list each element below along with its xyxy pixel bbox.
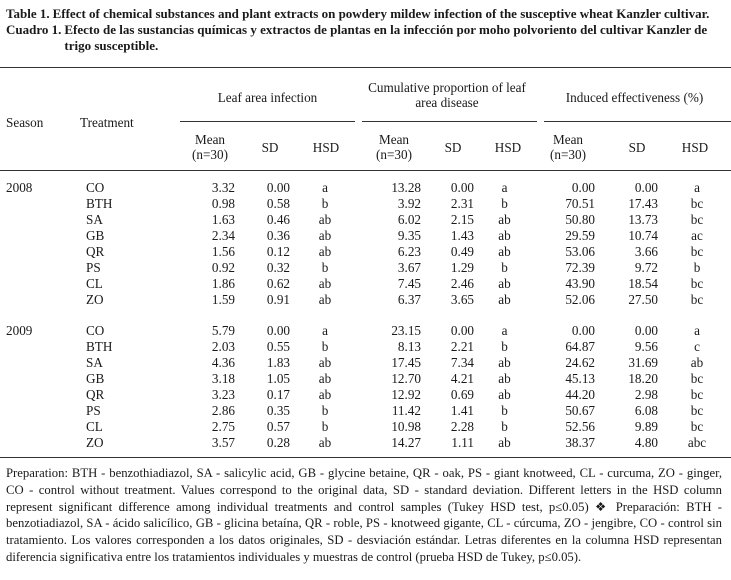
ind-hsd-cell: bc — [690, 403, 704, 418]
leaf-hsd-cell: ab — [318, 387, 332, 402]
group-header-leaf-area: Leaf area infection — [217, 90, 318, 105]
leaf-hsd-cell: b — [321, 403, 329, 418]
cum-sd-cell: 2.21 — [450, 339, 474, 354]
season-2008-table — [0, 180, 731, 308]
cum-mean-cell: 17.45 — [391, 355, 421, 370]
cum-hsd-cell: ab — [498, 371, 511, 386]
season-cell — [0, 260, 86, 276]
ind-mean-cell: 24.62 — [565, 355, 595, 370]
treatment-cell: PS — [86, 403, 101, 418]
ind-sd-cell: 13.73 — [628, 212, 658, 227]
table-row — [0, 292, 731, 308]
leaf-sd-cell: 1.83 — [266, 355, 290, 370]
caption-english — [6, 6, 722, 22]
cum-hsd-cell: b — [501, 403, 508, 418]
ind-mean-cell: 0.00 — [571, 323, 595, 338]
season-cell — [0, 196, 86, 212]
cum-sd-cell: 0.00 — [450, 180, 474, 195]
group-header-induced: Induced effectiveness (%) — [565, 90, 704, 105]
ind-hsd-cell: abc — [687, 435, 707, 450]
cum-sd-cell: 2.28 — [450, 419, 474, 434]
cum-hsd-cell: ab — [498, 435, 511, 450]
ind-mean-cell: 64.87 — [565, 339, 595, 354]
leaf-mean-cell: 5.79 — [211, 323, 235, 338]
cum-sd-cell: 4.21 — [450, 371, 474, 386]
leaf-mean-cell: 3.18 — [211, 371, 235, 386]
leaf-mean-cell: 3.57 — [211, 435, 235, 450]
top-rule — [0, 67, 731, 68]
cum-hsd-cell: a — [501, 323, 508, 338]
leaf-hsd-cell: b — [321, 260, 329, 275]
subheader-leaf-mean: Mean (n=30) — [191, 132, 228, 162]
leaf-sd-cell: 0.17 — [266, 387, 290, 402]
cum-mean-cell: 9.35 — [397, 228, 421, 243]
cum-mean-cell: 14.27 — [391, 435, 421, 450]
ind-sd-cell: 0.00 — [634, 323, 658, 338]
ind-sd-cell: 9.72 — [634, 260, 658, 275]
cum-hsd-cell: ab — [498, 292, 511, 307]
ind-mean-cell: 53.06 — [565, 244, 595, 259]
ind-sd-cell: 3.66 — [634, 244, 658, 259]
cum-sd-cell: 1.41 — [450, 403, 474, 418]
ind-mean-cell: 50.80 — [565, 212, 595, 227]
ind-mean-cell: 70.51 — [565, 196, 595, 211]
leaf-mean-cell: 0.98 — [211, 196, 235, 211]
leaf-hsd-cell: a — [322, 180, 328, 195]
leaf-mean-cell: 3.32 — [211, 180, 235, 195]
season-cell — [0, 212, 86, 228]
leaf-sd-cell: 0.00 — [266, 180, 290, 195]
cum-mean-cell: 10.98 — [391, 419, 421, 434]
ind-hsd-cell: ab — [690, 355, 704, 370]
leaf-mean-cell: 4.36 — [211, 355, 235, 370]
cum-hsd-cell: b — [501, 196, 508, 211]
cum-hsd-cell: a — [501, 180, 508, 195]
season-cell: 2009 — [6, 323, 33, 338]
leaf-hsd-cell: b — [321, 196, 329, 211]
ind-sd-cell: 18.20 — [628, 371, 658, 386]
leaf-sd-cell: 0.91 — [266, 292, 290, 307]
cum-sd-cell: 2.15 — [450, 212, 474, 227]
season-cell — [0, 228, 86, 244]
ind-hsd-cell: bc — [690, 292, 704, 307]
caption-spanish-label: Cuadro 1. — [6, 22, 62, 37]
table-row — [0, 403, 731, 419]
ind-mean-cell: 50.67 — [565, 403, 595, 418]
cum-mean-cell: 3.67 — [397, 260, 421, 275]
leaf-sd-cell: 0.12 — [266, 244, 290, 259]
season-cell — [0, 339, 86, 355]
cum-hsd-cell: ab — [498, 244, 511, 259]
season-cell — [0, 403, 86, 419]
cum-hsd-cell: b — [501, 339, 508, 354]
group-header-cumulative: Cumulative proportion of leaf area disease — [368, 80, 526, 110]
ind-mean-cell: 29.59 — [565, 228, 595, 243]
ind-hsd-cell: a — [694, 180, 700, 195]
treatment-cell: SA — [86, 212, 103, 227]
cum-sd-cell: 1.29 — [450, 260, 474, 275]
cum-hsd-cell: ab — [498, 387, 511, 402]
table-footnote: Preparation: BTH - benzothiadiazol, SA - salicylic acid, GB - glycine betaine, QR - oak, PS - giant knotweed, CL - curcuma, ZO - ginger, CO - control without treatment. Values correspond to the original data, SD - standard deviation. Different letters in the HSD column represent significant difference among individual treatments and control samples (Tukey HSD test, p≤0.05) ❖ Preparación: BTH - benzotiadiazol, SA - ácido salicílico, GB - glicina betaína, QR - roble, PS - knotweed gigante, CL - cúrcuma, ZO - jengibre, CO - control sin tratamiento. Los valores corresponden a los datos originales, SD - desviación estándar. Letras diferentes en la columna HSD representan diferencia significativa entre los tratamientos individuales y muestras de control (prueba HSD de Tukey, p≤0.05). — [6, 466, 722, 564]
leaf-sd-cell: 0.35 — [266, 403, 290, 418]
leaf-sd-cell: 0.62 — [266, 276, 290, 291]
cum-hsd-cell: b — [501, 419, 508, 434]
cum-sd-cell: 3.65 — [450, 292, 474, 307]
subheader-ind-mean: Mean (n=30) — [549, 132, 586, 162]
subheader-cum-mean: Mean (n=30) — [375, 132, 412, 162]
treatment-cell: CL — [86, 276, 103, 291]
caption-spanish — [6, 22, 722, 54]
cum-mean-cell: 7.45 — [397, 276, 421, 291]
cum-hsd-cell: ab — [498, 276, 511, 291]
table-row — [0, 339, 731, 355]
table-row — [0, 435, 731, 451]
leaf-hsd-cell: ab — [318, 355, 332, 370]
treatment-cell: BTH — [86, 196, 113, 211]
ind-sd-cell: 4.80 — [634, 435, 658, 450]
treatment-cell: QR — [86, 387, 105, 402]
table-row — [0, 212, 731, 228]
table-row — [0, 228, 731, 244]
ind-sd-cell: 27.50 — [628, 292, 658, 307]
group-rule-induced — [544, 121, 731, 122]
ind-sd-cell: 2.98 — [634, 387, 658, 402]
ind-hsd-cell: bc — [690, 419, 704, 434]
table-row — [0, 419, 731, 435]
ind-hsd-cell: bc — [690, 196, 704, 211]
subheader-ind-hsd: HSD — [681, 140, 709, 155]
cum-sd-cell: 0.00 — [450, 323, 474, 338]
treatment-cell: GB — [86, 371, 105, 386]
leaf-mean-cell: 2.86 — [211, 403, 235, 418]
ind-hsd-cell: b — [693, 260, 701, 275]
leaf-sd-cell: 0.57 — [266, 419, 290, 434]
season-2008-rows — [0, 180, 731, 308]
table-row — [0, 180, 731, 196]
group-rule-cumulative — [362, 121, 537, 122]
cum-sd-cell: 2.31 — [450, 196, 474, 211]
season-cell — [0, 387, 86, 403]
header-treatment: Treatment — [80, 115, 134, 130]
cum-mean-cell: 6.37 — [397, 292, 421, 307]
table-row — [0, 244, 731, 260]
ind-hsd-cell: bc — [690, 212, 704, 227]
ind-sd-cell: 9.89 — [634, 419, 658, 434]
cum-mean-cell: 13.28 — [391, 180, 421, 195]
ind-sd-cell: 31.69 — [628, 355, 658, 370]
ind-mean-cell: 43.90 — [565, 276, 595, 291]
cum-sd-cell: 2.46 — [450, 276, 474, 291]
treatment-cell: SA — [86, 355, 103, 370]
cum-sd-cell: 7.34 — [450, 355, 474, 370]
ind-mean-cell: 72.39 — [565, 260, 595, 275]
header-season: Season — [6, 115, 44, 130]
caption-spanish-text: Efecto de las sustancias químicas y extractos de plantas en la infección por moho polvoriento del cultivar Kanzler de trigo susceptible. — [64, 22, 708, 53]
season-cell — [0, 355, 86, 371]
season-cell — [0, 244, 86, 260]
ind-sd-cell: 9.56 — [634, 339, 658, 354]
leaf-sd-cell: 0.32 — [266, 260, 290, 275]
ind-sd-cell: 6.08 — [634, 403, 658, 418]
leaf-hsd-cell: ab — [318, 228, 332, 243]
leaf-sd-cell: 0.46 — [266, 212, 290, 227]
leaf-sd-cell: 0.55 — [266, 339, 290, 354]
treatment-cell: BTH — [86, 339, 113, 354]
leaf-hsd-cell: b — [321, 419, 329, 434]
ind-mean-cell: 0.00 — [571, 180, 595, 195]
cum-sd-cell: 1.43 — [450, 228, 474, 243]
season-cell — [0, 276, 86, 292]
table-row — [0, 323, 731, 339]
season-cell — [0, 371, 86, 387]
ind-sd-cell: 18.54 — [628, 276, 658, 291]
cum-mean-cell: 11.42 — [391, 403, 421, 418]
leaf-sd-cell: 0.00 — [266, 323, 290, 338]
leaf-hsd-cell: ab — [318, 435, 332, 450]
season-2009-table — [0, 323, 731, 451]
ind-sd-cell: 0.00 — [634, 180, 658, 195]
leaf-mean-cell: 3.23 — [211, 387, 235, 402]
caption-english-text: Effect of chemical substances and plant extracts on powdery mildew infection of the susceptive wheat Kanzler cultivar. — [52, 6, 710, 21]
table-row — [0, 276, 731, 292]
ind-hsd-cell: bc — [690, 387, 704, 402]
leaf-sd-cell: 0.58 — [266, 196, 290, 211]
group-rule-leaf — [180, 121, 355, 122]
treatment-cell: CL — [86, 419, 103, 434]
season-cell: 2008 — [6, 180, 33, 195]
table-row — [0, 355, 731, 371]
ind-sd-cell: 17.43 — [628, 196, 658, 211]
leaf-mean-cell: 0.92 — [211, 260, 235, 275]
ind-hsd-cell: ac — [691, 228, 703, 243]
leaf-hsd-cell: a — [322, 323, 328, 338]
ind-hsd-cell: c — [694, 339, 700, 354]
ind-mean-cell: 52.56 — [565, 419, 595, 434]
table-caption — [6, 6, 722, 54]
ind-mean-cell: 38.37 — [565, 435, 595, 450]
subheader-leaf-sd: SD — [261, 140, 279, 155]
table-row — [0, 196, 731, 212]
ind-hsd-cell: bc — [690, 244, 704, 259]
cum-hsd-cell: ab — [498, 355, 511, 370]
leaf-hsd-cell: ab — [318, 212, 332, 227]
treatment-cell: CO — [86, 323, 105, 338]
cum-hsd-cell: ab — [498, 212, 511, 227]
ind-sd-cell: 10.74 — [628, 228, 658, 243]
leaf-mean-cell: 1.56 — [211, 244, 235, 259]
subheader-cum-hsd: HSD — [494, 140, 522, 155]
cum-mean-cell: 3.92 — [397, 196, 421, 211]
season-2009-rows — [0, 323, 731, 451]
ind-hsd-cell: a — [694, 323, 700, 338]
leaf-hsd-cell: ab — [318, 244, 332, 259]
subheader-leaf-hsd: HSD — [312, 140, 340, 155]
leaf-hsd-cell: b — [321, 339, 329, 354]
table-bottom-rule — [0, 457, 731, 458]
ind-mean-cell: 52.06 — [565, 292, 595, 307]
cum-hsd-cell: b — [501, 260, 508, 275]
leaf-mean-cell: 1.59 — [211, 292, 235, 307]
treatment-cell: PS — [86, 260, 101, 275]
leaf-mean-cell: 2.75 — [211, 419, 235, 434]
cum-sd-cell: 0.69 — [450, 387, 474, 402]
cum-mean-cell: 6.23 — [397, 244, 421, 259]
season-cell — [0, 419, 86, 435]
season-cell — [0, 435, 86, 451]
leaf-mean-cell: 2.03 — [211, 339, 235, 354]
leaf-sd-cell: 0.28 — [266, 435, 290, 450]
cum-mean-cell: 6.02 — [397, 212, 421, 227]
subheader-cum-sd: SD — [444, 140, 462, 155]
leaf-hsd-cell: ab — [318, 371, 332, 386]
cum-mean-cell: 8.13 — [397, 339, 421, 354]
ind-hsd-cell: bc — [690, 371, 704, 386]
cum-sd-cell: 0.49 — [450, 244, 474, 259]
treatment-cell: QR — [86, 244, 105, 259]
leaf-hsd-cell: ab — [318, 292, 332, 307]
ind-hsd-cell: bc — [690, 276, 704, 291]
treatment-cell: ZO — [86, 435, 104, 450]
leaf-mean-cell: 2.34 — [211, 228, 235, 243]
table-row — [0, 260, 731, 276]
table-row — [0, 387, 731, 403]
cum-hsd-cell: ab — [498, 228, 511, 243]
subheader-ind-sd: SD — [628, 140, 646, 155]
leaf-sd-cell: 0.36 — [266, 228, 290, 243]
leaf-mean-cell: 1.63 — [211, 212, 235, 227]
leaf-mean-cell: 1.86 — [211, 276, 235, 291]
cum-mean-cell: 12.70 — [391, 371, 421, 386]
leaf-hsd-cell: ab — [318, 276, 332, 291]
caption-english-label: Table 1. — [6, 6, 50, 21]
ind-mean-cell: 45.13 — [565, 371, 595, 386]
ind-mean-cell: 44.20 — [565, 387, 595, 402]
treatment-cell: CO — [86, 180, 105, 195]
cum-mean-cell: 23.15 — [391, 323, 421, 338]
cum-mean-cell: 12.92 — [391, 387, 421, 402]
leaf-sd-cell: 1.05 — [266, 371, 290, 386]
header-bottom-rule — [0, 170, 731, 171]
cum-sd-cell: 1.11 — [451, 435, 474, 450]
treatment-cell: GB — [86, 228, 105, 243]
treatment-cell: ZO — [86, 292, 104, 307]
table-row — [0, 371, 731, 387]
season-cell — [0, 292, 86, 308]
